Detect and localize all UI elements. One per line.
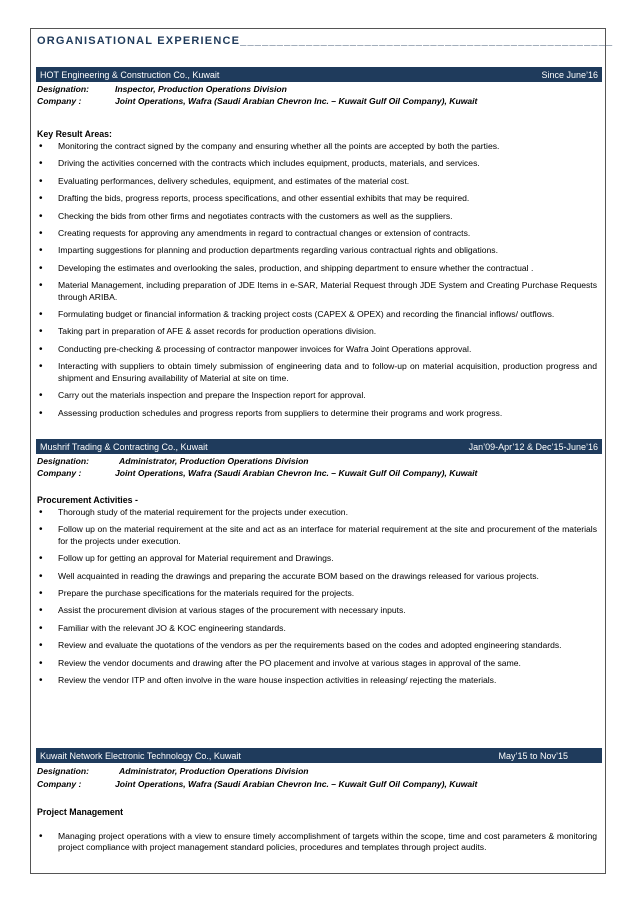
list-item: • Checking the bids from other firms and negotiates contracts with the customers as well as the suppliers. — [37, 211, 597, 222]
list-item: • Thorough study of the material requirement for the projects under execution. — [37, 507, 597, 518]
job-period: Jan’09-Apr’12 & Dec’15-June’16 — [468, 441, 598, 452]
company-value: Joint Operations, Wafra (Saudi Arabian Chevron Inc. – Kuwait Gulf Oil Company), Kuwait — [115, 468, 478, 478]
list-item: • Material Management, including preparation of JDE Items in e-SAR, Material Request through JDE System and Creating Purchase Requests through ARIBA. — [37, 280, 597, 303]
list-item: • Managing project operations with a view to ensure timely accomplishment of targets within the scope, time and cost parameters & monitoring project compliance with project management standard policies, procedures and templates through project audits. — [37, 831, 597, 854]
project-management-heading: Project Management — [37, 807, 124, 817]
list-item: • Review the vendor documents and drawing after the PO placement and involve at various stages in approval of the same. — [37, 658, 597, 669]
list-item: • Monitoring the contract signed by the company and ensuring whether all the points are accepted by both the parties. — [37, 141, 597, 152]
job-header-bar — [36, 748, 602, 763]
bullet-list — [37, 141, 597, 419]
list-item: • Assessing production schedules and progress reports from suppliers to determine their programs and work progress. — [37, 408, 597, 419]
list-item: • Interacting with suppliers to obtain timely submission of engineering data and to follow-up on material acquisition, production progress and shipment and Ensuring availability of Material at site on time. — [37, 361, 597, 384]
job-period: May’15 to Nov’15 — [498, 750, 568, 761]
designation-value: Administrator, Production Operations Division — [119, 456, 309, 466]
list-item: • Imparting suggestions for planning and production departments regarding various contractual rights and obligations. — [37, 245, 597, 256]
list-item: • Review the vendor ITP and often involve in the ware house inspection activities in releasing/ rejecting the materials. — [37, 675, 597, 686]
list-item: • Well acquainted in reading the drawings and preparing the accurate BOM based on the drawings released for various projects. — [37, 571, 597, 582]
designation-row — [37, 766, 309, 776]
designation-label: Designation: — [37, 766, 90, 776]
list-item: • Drafting the bids, progress reports, process specifications, and other essential exhibits that may be required. — [37, 193, 597, 204]
company-label: Company : — [37, 779, 82, 789]
company-row — [37, 779, 477, 789]
company-value: Joint Operations, Wafra (Saudi Arabian Chevron Inc. – Kuwait Gulf Oil Company), Kuwait — [115, 96, 478, 106]
company-name: Mushrif Trading & Contracting Co., Kuwait — [40, 441, 208, 452]
company-value: Joint Operations, Wafra (Saudi Arabian Chevron Inc. – Kuwait Gulf Oil Company), Kuwait — [115, 779, 478, 789]
designation-row — [37, 456, 309, 466]
list-item: • Follow up on the material requirement at the site and act as an interface for material requirement at the site and procurement of the materials for the projects under execution. — [37, 524, 597, 547]
list-item: • Formulating budget or financial information & tracking project costs (CAPEX & OPEX) and recording the financial inflows/ outflows. — [37, 309, 597, 320]
company-label: Company : — [37, 96, 82, 106]
list-item: • Review and evaluate the quotations of the vendors as per the requirements based on the codes and adopted engineering standards. — [37, 640, 597, 651]
designation-row — [37, 84, 287, 94]
resume-page — [30, 28, 614, 874]
list-item: • Taking part in preparation of AFE & asset records for production operations division. — [37, 326, 597, 337]
company-row — [37, 96, 477, 106]
list-item: • Prepare the purchase specifications for the materials required for the projects. — [37, 588, 597, 599]
bullet-list — [37, 507, 597, 686]
section-title: ORGANISATIONAL EXPERIENCE___________________________________________________ — [37, 35, 614, 47]
list-item: • Assist the procurement division at various stages of the procurement with necessary inputs. — [37, 605, 597, 616]
job-header-bar — [36, 439, 602, 454]
company-name: Kuwait Network Electronic Technology Co., Kuwait — [40, 750, 241, 761]
bullet-list — [37, 831, 597, 854]
list-item: • Carry out the materials inspection and prepare the Inspection report for approval. — [37, 390, 597, 401]
key-result-areas-heading: Key Result Areas: — [37, 129, 112, 139]
company-name: HOT Engineering & Construction Co., Kuwait — [40, 69, 220, 80]
job-header-bar — [36, 67, 602, 82]
list-item: • Evaluating performances, delivery schedules, equipment, and estimates of the material cost. — [37, 176, 597, 187]
list-item: • Conducting pre-checking & processing of contractor manpower invoices for Wafra Joint Operations approval. — [37, 344, 597, 355]
designation-value: Inspector, Production Operations Division — [115, 84, 287, 94]
job-period: Since June’16 — [541, 69, 598, 80]
list-item: • Creating requests for approving any amendments in regard to contractual changes or extension of contracts. — [37, 228, 597, 239]
list-item: • Follow up for getting an approval for Material requirement and Drawings. — [37, 553, 597, 564]
company-row — [37, 468, 477, 478]
list-item: • Familiar with the relevant JO & KOC engineering standards. — [37, 623, 597, 634]
company-label: Company : — [37, 468, 82, 478]
procurement-activities-heading: Procurement Activities - — [37, 495, 138, 505]
designation-label: Designation: — [37, 84, 90, 94]
designation-value: Administrator, Production Operations Division — [119, 766, 309, 776]
designation-label: Designation: — [37, 456, 90, 466]
list-item: • Driving the activities concerned with the contracts which includes equipment, products, materials, and services. — [37, 158, 597, 169]
list-item: • Developing the estimates and overlooking the sales, production, and shipping department to ensure whether the contractual . — [37, 263, 597, 274]
